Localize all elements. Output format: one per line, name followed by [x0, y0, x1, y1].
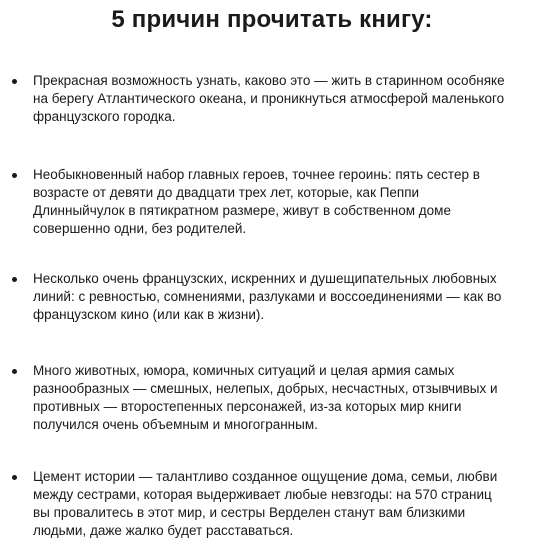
bullet-icon: [12, 369, 17, 374]
bullet-icon: [12, 277, 17, 282]
list-item-text: Цемент истории — талантливо созданное ощущение дома, семьи, любви между сестрами, которая выдерживает любые невзгоды: на 570 страниц вы провалитесь в этот мир, и сестры Верделен станут вам близкими людьми, даже жалко будет расставаться.: [33, 469, 498, 538]
bullet-icon: [12, 475, 17, 480]
bullet-icon: [12, 79, 17, 84]
bullet-icon: [12, 173, 17, 178]
list-item-text: Несколько очень французских, искренних и душещипательных любовных линий: с ревностью, сомнениями, разлуками и воссоединениями — как во французском кино (или как в жизни).: [33, 271, 502, 322]
list-item-text: Прекрасная возможность узнать, каково это — жить в старинном особняке на берегу Атлантического океана, и проникнуться атмосферой маленького французского городка.: [33, 73, 505, 124]
list-item-text: Необыкновенный набор главных героев, точнее героинь: пять сестер в возрасте от девяти до двадцати трех лет, которые, как Пеппи Длинныйчулок в пятикратном размере, живут в собственном доме совершенно одни, без родителей.: [33, 167, 480, 236]
list-item-text: Много животных, юмора, комичных ситуаций и целая армия самых разнообразных — смешных, нелепых, добрых, несчастных, отзывчивых и противных — второстепенных персонажей, из-за которых мир книги получился очень объемным и многогранным.: [33, 363, 498, 432]
page-title: 5 причин прочитать книгу:: [111, 6, 433, 33]
